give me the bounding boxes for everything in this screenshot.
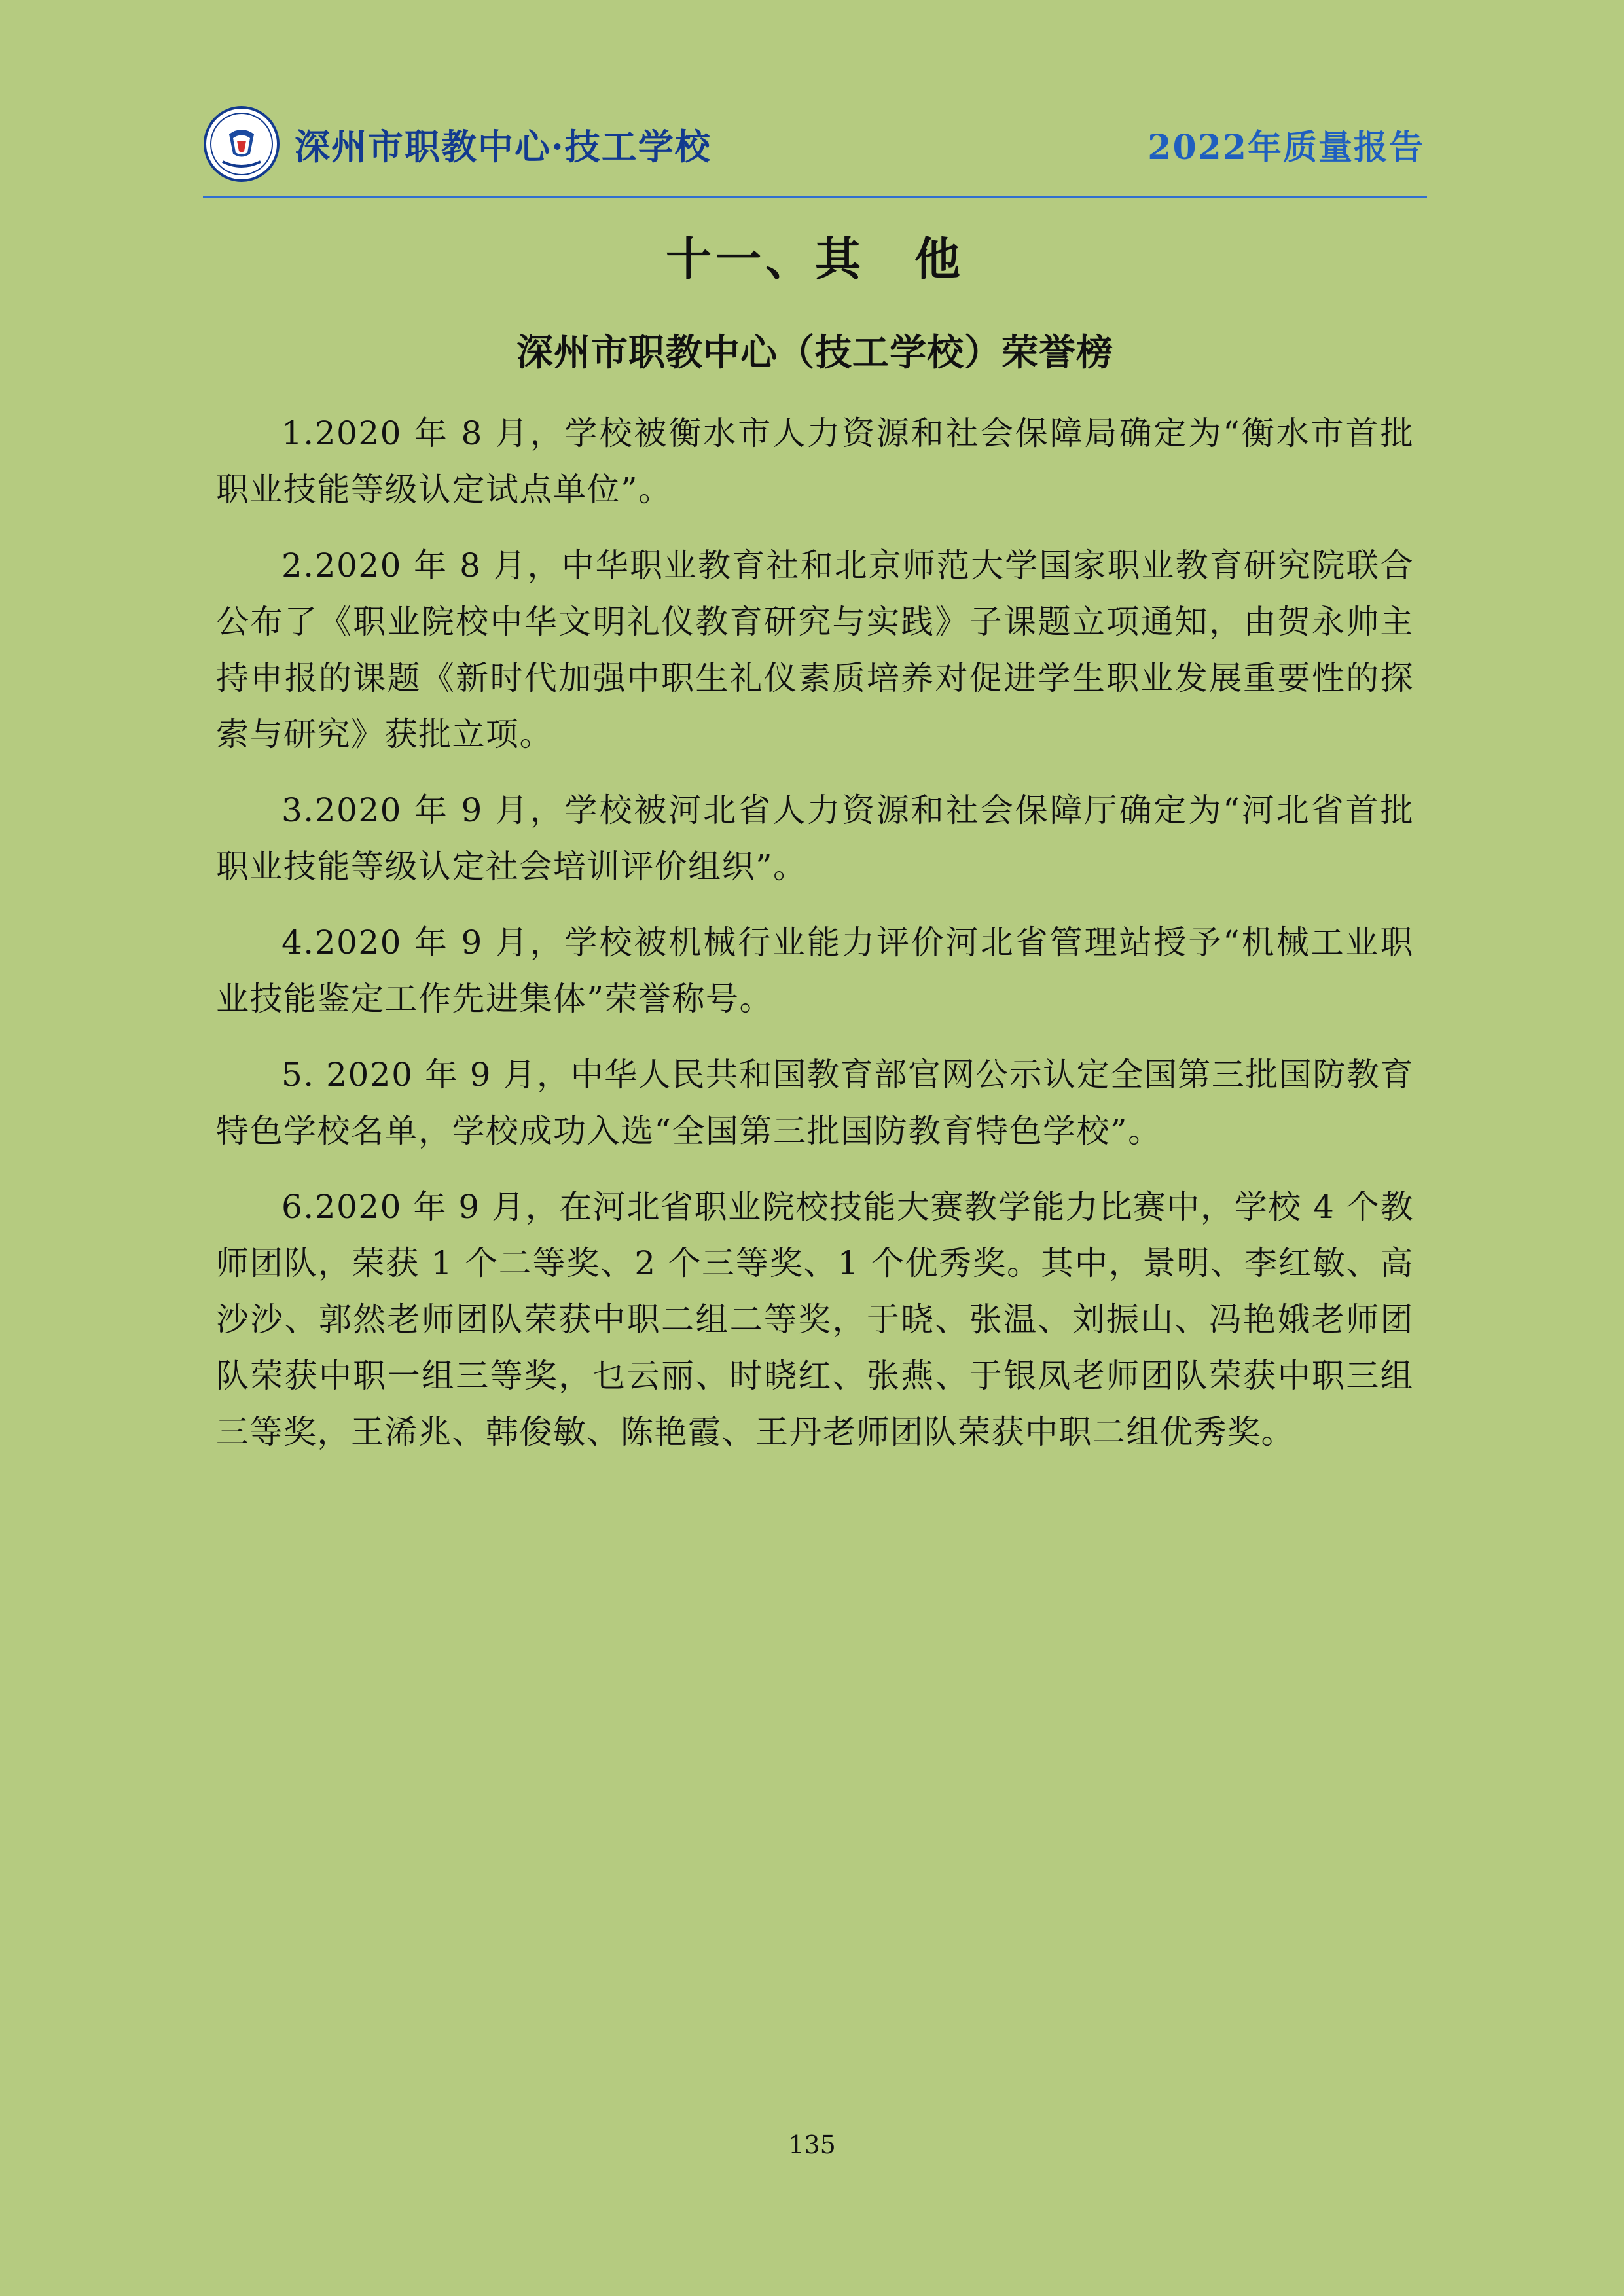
section-title: 十一、其 他	[666, 232, 964, 286]
sub-title: 深州市职教中心（技工学校）荣誉榜	[516, 332, 1113, 374]
page-header	[203, 98, 1427, 203]
paragraph-6: 6.2020 年 9 月，在河北省职业院校技能大赛教学能力比赛中，学校 4 个教师团队，荣获 1 个二等奖、2 个三等奖、1 个优秀奖。其中，景明、李红敏、高沙沙、郭然老师团队荣获中职二组二等奖，于晓、张温、刘振山、冯艳娥老师团队荣获中职一组三等奖，乜云丽、时晓红、张燕、于银凤老师团队荣获中职三组三等奖，王浠兆、韩俊敏、陈艳霞、王丹老师团队荣获中职二组优秀奖。	[216, 1188, 1414, 1451]
paragraph-1: 1.2020 年 8 月，学校被衡水市人力资源和社会保障局确定为“衡水市首批职业技能等级认定试点单位”。	[216, 414, 1414, 509]
header-divider	[203, 196, 1427, 198]
paragraph-3: 3.2020 年 9 月，学校被河北省人力资源和社会保障厅确定为“河北省首批职业技能等级认定社会培训评价组织”。	[216, 791, 1414, 886]
report-label: 2022年质量报告	[1147, 127, 1424, 168]
school-crest-icon	[203, 105, 280, 183]
document-body	[216, 223, 1414, 1460]
brand-block	[203, 105, 712, 183]
paragraph-2: 2.2020 年 8 月，中华职业教育社和北京师范大学国家职业教育研究院联合公布了《职业院校中华文明礼仪教育研究与实践》子课题立项通知，由贺永帅主持申报的课题《新时代加强中职生礼仪素质培养对促进学生职业发展重要性的探索与研究》获批立项。	[216, 547, 1414, 753]
paragraph-4: 4.2020 年 9 月，学校被机械行业能力评价河北省管理站授予“机械工业职业技能鉴定工作先进集体”荣誉称号。	[216, 924, 1414, 1018]
header-row	[203, 98, 1427, 190]
paragraph-5: 5. 2020 年 9 月，中华人民共和国教育部官网公示认定全国第三批国防教育特色学校名单，学校成功入选“全国第三批国防教育特色学校”。	[216, 1056, 1414, 1150]
school-name: 深州市职教中心·技工学校	[295, 125, 712, 168]
page-number: 135	[788, 2130, 836, 2159]
